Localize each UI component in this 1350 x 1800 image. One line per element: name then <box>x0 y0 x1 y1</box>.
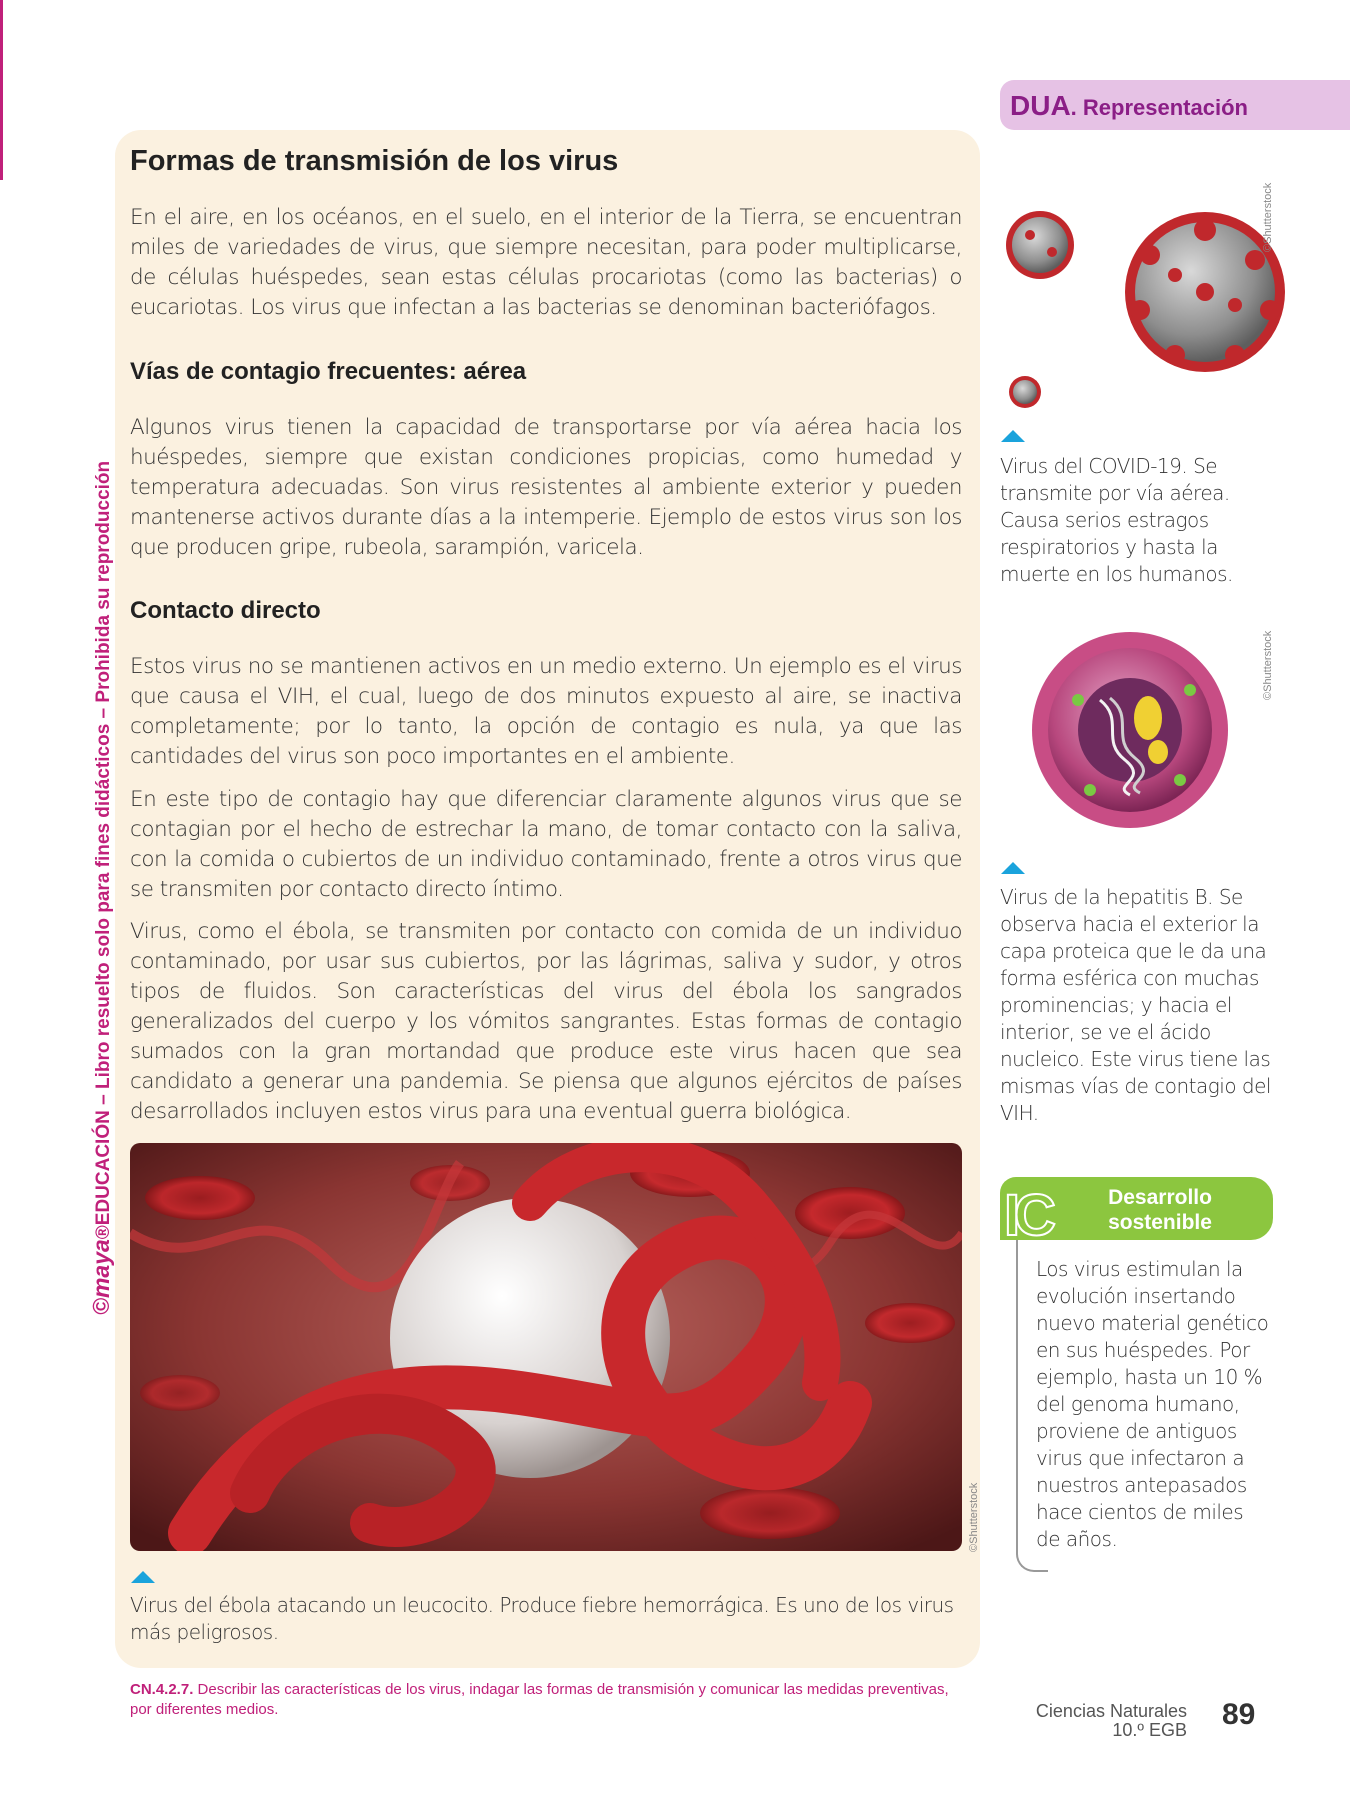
ebola-caption: Virus del ébola atacando un leucocito. Produce fiebre hemorrágica. Es uno de los virus más peligrosos. <box>130 1593 954 1644</box>
dua-bold: DUA <box>1010 90 1071 121</box>
subject-name: Ciencias Naturales <box>1035 1701 1187 1721</box>
ebola-virus-image <box>130 1143 962 1551</box>
desarrollo-sostenible-text: Los virus estimulan la evolución insertando nuevo material genético en sus huéspedes. Por ejemplo, hasta un 10 % del genoma humano, proviene de antiguos virus que infectaron a nuestros antepasados hace cientos de miles de años. <box>1036 1257 1269 1551</box>
code-label: CN.4.2.7. <box>130 1681 194 1698</box>
covid-small-virus <box>1009 376 1041 408</box>
section-title-contacto: Contacto directo <box>130 597 321 624</box>
contacto-paragraph-2: En este tipo de contagio hay que diferenciar claramente algunos virus que se contagian por el hecho de estrechar la mano, de tomar contacto con la saliva, con la comida o cubiertos de un individuo contaminado, frente a otros virus que se transmiten por contacto directo íntimo. <box>130 787 962 902</box>
covid-caption-triangle-icon <box>1001 430 1025 442</box>
hepatitis-illustration <box>1030 620 1230 850</box>
dua-rest: . Representación <box>1070 95 1248 120</box>
page-number: 89 <box>1222 1698 1256 1731</box>
hepatitis-caption-triangle-icon <box>1001 862 1025 874</box>
hepatitis-photo-credit: ©Shutterstock <box>1262 630 1274 700</box>
ebola-illustration <box>130 1143 962 1551</box>
ic-icon: IC <box>1004 1183 1050 1248</box>
hepatitis-caption: Virus de la hepatitis B. Se observa hacia el exterior la capa proteica que le da una forma esférica con muchas prominencias; y hacia el interior, se ve el ácido nucleico. Este virus tiene las mismas vías de contagio del VIH. <box>1000 885 1271 1125</box>
copyright-text: ®EDUCACIÓN – Libro resuelto solo para fines didácticos – Prohibida su reproducción <box>93 460 114 1240</box>
covid-medium-virus <box>1006 211 1074 279</box>
vertical-copyright <box>88 460 115 1315</box>
covid-caption: Virus del COVID-19. Se transmite por vía aérea. Causa serios estragos respiratorios y hasta la muerte en los humanos. <box>1000 454 1233 586</box>
maya-brand: ©maya <box>88 1239 114 1315</box>
ebola-photo-credit: ©Shutterstock <box>968 1482 980 1552</box>
covid-large-virus <box>1125 212 1285 372</box>
code-description: Describir las características de los virus, indagar las formas de transmisión y comunicar las medidas preventivas, por diferentes medios. <box>130 1681 949 1718</box>
section-title-aerea: Vías de contagio frecuentes: aérea <box>130 358 527 385</box>
dua-label <box>1010 90 1248 122</box>
covid-illustration <box>1000 160 1290 420</box>
contacto-paragraph-3: Virus, como el ébola, se transmiten por contacto con comida de un individuo contaminado, por usar sus cubiertos, por las lágrimas, saliva y sudor, y otros tipos de fluidos. Son características del virus del ébola los sangrados generalizados del cuerpo y los vómitos sangrantes. Estas formas de contagio sumados con la gran mortandad que produce este virus hacen que sea candidato a generar una pandemia. Se piensa que algunos ejércitos de países desarrollados incluyen estos virus para una eventual guerra biológica. <box>130 919 962 1124</box>
caption-triangle-icon <box>131 1571 155 1583</box>
desarrollo-sostenible-title: Desarrollo sostenible <box>1108 1186 1212 1234</box>
aerea-paragraph: Algunos virus tienen la capacidad de transportarse por vía aérea hacia los huéspedes, siempre que existan condiciones propicias, como humedad y temperatura adecuadas. Son virus resistentes al ambiente exterior y pueden mantenerse activos durante días a la intemperie. Ejemplo de estos virus son los que producen gripe, rubeola, sarampión, varicela. <box>130 415 962 560</box>
curriculum-code <box>130 1680 960 1720</box>
hepatitis-b-image <box>1030 620 1230 850</box>
contacto-paragraph-1: Estos virus no se mantienen activos en un medio externo. Un ejemplo es el virus que causa el VIH, el cual, luego de dos minutos expuesto al aire, se inactiva completamente; por lo tanto, la opción de contagio es nula, ya que las cantidades del virus son poco importantes en el ambiente. <box>130 654 962 769</box>
covid-photo-credit: ©Shutterstock <box>1262 182 1274 252</box>
left-accent-bar <box>0 0 3 180</box>
page-title: Formas de transmisión de los virus <box>130 145 619 177</box>
grade-label: 10.º EGB <box>1112 1720 1187 1740</box>
intro-paragraph: En el aire, en los océanos, en el suelo, en el interior de la Tierra, se encuentran miles de variedades de virus, que siempre necesitan, para poder multiplicarse, de células huéspedes, sean estas células procariotas (como las bacterias) o eucariotas. Los virus que infectan a las bacterias se denominan bacteriófagos. <box>130 205 962 320</box>
covid-virus-image <box>1000 160 1290 420</box>
subject-footer <box>1036 1702 1187 1740</box>
